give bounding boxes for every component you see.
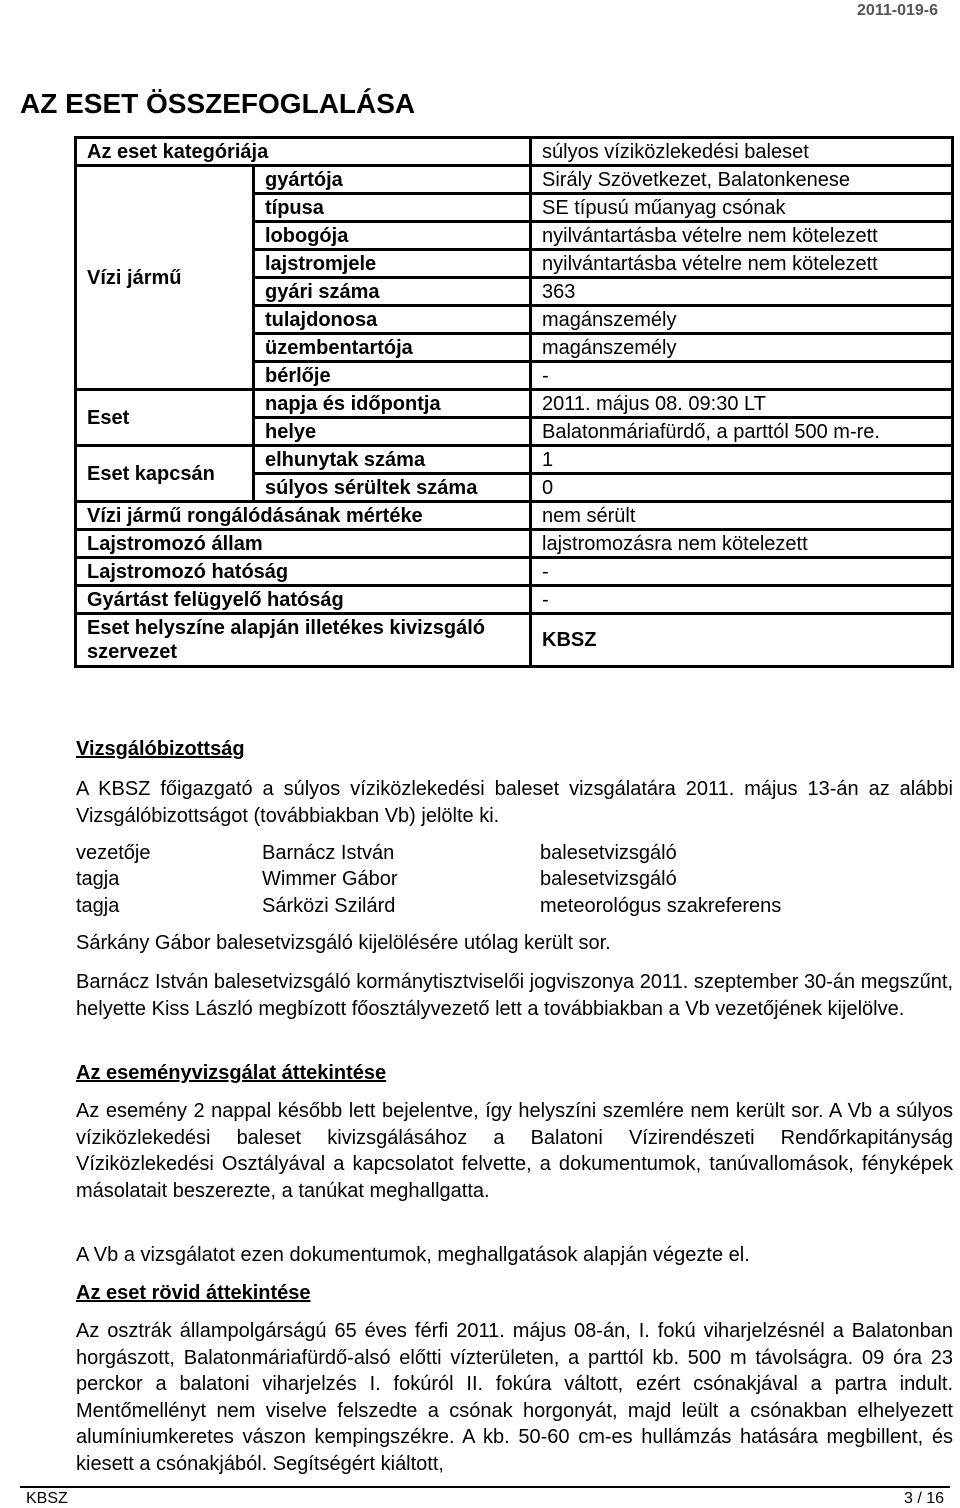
- row-value: Sirály Szövetkezet, Balatonkenese: [531, 166, 953, 194]
- row-label: gyártója: [254, 166, 531, 194]
- committee-intro: A KBSZ főigazgató a súlyos víziközlekedési baleset vizsgálatára 2011. május 13-án az alábbi Vizsgálóbizottságot (továbbiakban Vb) jelölte ki.: [76, 778, 953, 827]
- row-label: tulajdonosa: [254, 306, 531, 334]
- overview-paragraph-1: Az esemény 2 nappal később lett bejelentve, így helyszíni szemlére nem került sor. A Vb a súlyos víziközlekedési baleset kivizsgálásához a Balatoni Vízirendészeti Rendőrkapitányság Víziközlekedési Osztályával a kapcsolatot felvette, a dokumentumok, tanúvallomások, fényképek másolatait beszerezte, a tanúkat meghallgatta.: [76, 1100, 953, 1202]
- member-title: balesetvizsgáló: [540, 841, 677, 864]
- table-row: [76, 840, 781, 867]
- table-row: [76, 166, 953, 194]
- row-value: -: [531, 558, 953, 586]
- event-group-label: Eset: [76, 390, 254, 446]
- row-value: 2011. május 08. 09:30 LT: [531, 390, 953, 418]
- table-row: [76, 893, 781, 920]
- row-value: nyilvántartásba vételre nem kötelezett: [531, 222, 953, 250]
- row-label: Gyártást felügyelő hatóság: [76, 586, 531, 614]
- page-number: 3 / 16: [903, 1490, 944, 1507]
- row-value: SE típusú műanyag csónak: [531, 194, 953, 222]
- member-title: balesetvizsgáló: [540, 868, 677, 891]
- footer-divider: [20, 1486, 950, 1488]
- row-label: napja és időpontja: [254, 390, 531, 418]
- table-row: [76, 390, 953, 418]
- row-value: nem sérült: [531, 502, 953, 530]
- member-role: tagja: [76, 894, 120, 917]
- member-name: Barnácz István: [262, 841, 395, 864]
- category-label: Az eset kategóriája: [76, 138, 531, 166]
- row-label: gyári száma: [254, 278, 531, 306]
- overview-paragraph-2: A Vb a vizsgálatot ezen dokumentumok, meghallgatások alapján végezte el.: [76, 1244, 750, 1266]
- row-label: helye: [254, 418, 531, 446]
- row-label: Lajstromozó állam: [76, 530, 531, 558]
- row-label: üzembentartója: [254, 334, 531, 362]
- table-row: [76, 446, 953, 474]
- brief-paragraph-1: Az osztrák állampolgárságú 65 éves férfi 2011. május 08-án, I. fokú viharjelzésnél a Balatonban horgászott, Balatonmáriafürdő-alsó előtti vízterületen, a parttól kb. 500 m távolságra. 09 óra 23 perckor a balatoni viharjelzés I. fokúról II. fokúra váltott, ezért csónakjával a partra indult. Mentőmellényt nem viselve felszedte a csónak horgonyát, majd leült a csónakban elhelyezett alumíniumkeretes vászon kempingszékre. A kb. 50-60 cm-es hullámzás hatására megbillent, és kiesett a csónakjából. Segítségért kiáltott,: [76, 1320, 953, 1475]
- row-label: típusa: [254, 194, 531, 222]
- casualties-group-label: Eset kapcsán: [76, 446, 254, 502]
- table-row: [76, 138, 953, 166]
- row-value: -: [531, 586, 953, 614]
- table-row: [76, 502, 953, 530]
- table-row: [76, 586, 953, 614]
- row-label: bérlője: [254, 362, 531, 390]
- committee-heading: Vizsgálóbizottság: [76, 738, 245, 760]
- row-value: -: [531, 362, 953, 390]
- row-label: lajstromjele: [254, 250, 531, 278]
- member-name: Wimmer Gábor: [262, 868, 398, 891]
- row-value: nyilvántartásba vételre nem kötelezett: [531, 250, 953, 278]
- row-value: lajstromozásra nem kötelezett: [531, 530, 953, 558]
- row-value: magánszemély: [531, 334, 953, 362]
- member-name: Sárközi Szilárd: [262, 894, 396, 917]
- table-row: [76, 614, 953, 667]
- page-title: AZ ESET ÖSSZEFOGLALÁSA: [20, 88, 416, 119]
- member-title: meteorológus szakreferens: [540, 894, 782, 917]
- table-row: [76, 558, 953, 586]
- row-label: Lajstromozó hatóság: [76, 558, 531, 586]
- member-role: tagja: [76, 868, 120, 891]
- summary-table: [74, 136, 954, 668]
- document-id: 2011-019-6: [857, 2, 938, 19]
- footer-org: KBSZ: [26, 1490, 68, 1507]
- row-label: elhunytak száma: [254, 446, 531, 474]
- committee-note-1: Sárkány Gábor balesetvizsgáló kijelölésére utólag került sor.: [76, 932, 611, 954]
- committee-members: [76, 840, 781, 920]
- row-value: magánszemély: [531, 306, 953, 334]
- member-role: vezetője: [76, 841, 151, 864]
- overview-heading: Az eseményvizsgálat áttekintése: [76, 1062, 387, 1084]
- table-row: [76, 867, 781, 894]
- table-row: [76, 530, 953, 558]
- row-label: lobogója: [254, 222, 531, 250]
- brief-heading: Az eset rövid áttekintése: [76, 1282, 311, 1304]
- row-label: Vízi jármű rongálódásának mértéke: [76, 502, 531, 530]
- row-value: 1: [531, 446, 953, 474]
- vessel-group-label: Vízi jármű: [76, 166, 254, 390]
- row-label: súlyos sérültek száma: [254, 474, 531, 502]
- row-value: Balatonmáriafürdő, a parttól 500 m-re.: [531, 418, 953, 446]
- category-value: súlyos víziközlekedési baleset: [531, 138, 953, 166]
- investigator-label: Eset helyszíne alapján illetékes kivizsgáló szervezet: [76, 614, 531, 667]
- committee-note-2: Barnácz István balesetvizsgáló kormánytisztviselői jogviszonya 2011. szeptember 30-án megszűnt, helyette Kiss László megbízott főosztályvezető lett a továbbiakban a Vb vezetőjének kijelölve.: [76, 971, 953, 1020]
- investigator-value: KBSZ: [531, 614, 953, 667]
- row-value: 0: [531, 474, 953, 502]
- row-value: 363: [531, 278, 953, 306]
